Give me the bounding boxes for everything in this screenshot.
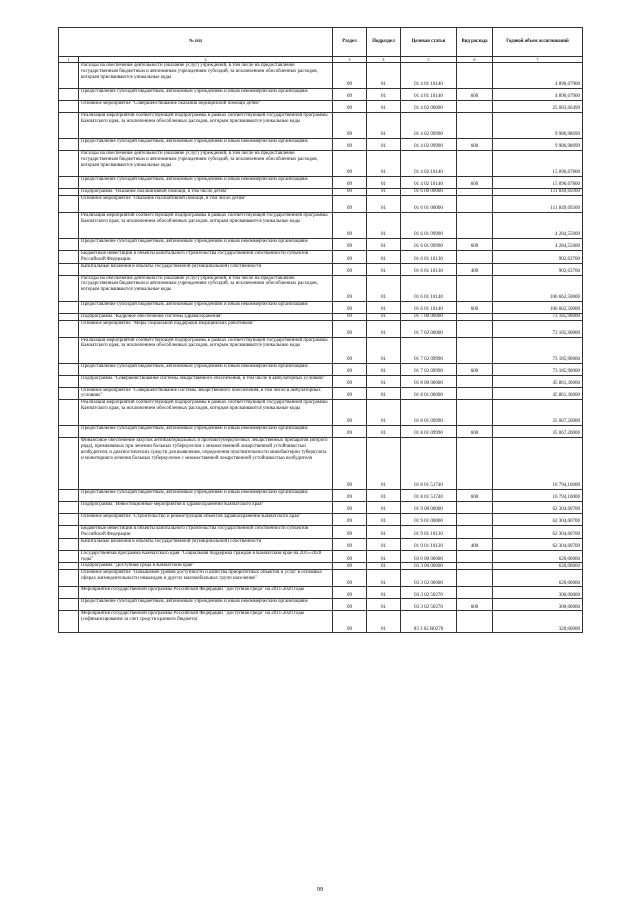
row-razdel-cell: 09 [333,570,367,587]
row-name-cell: Подпрограмма "Кадровое обеспечение системы здравоохранения" [79,313,333,320]
row-name-cell: Предоставление субсидий бюджетным, автономным учреждениям и иным некоммерческим организациям [79,139,333,151]
row-sum-cell: 73 185,90000 [493,320,583,337]
row-podrazdel-cell: 01 [367,563,401,570]
row-expense-type-cell [457,113,493,139]
row-target-article-cell: 01 8 01 51740 [401,438,457,490]
row-number-cell [59,587,79,599]
table-row [59,151,583,177]
table-row [59,599,583,611]
row-name-cell: Реализация мероприятий соответствующей подпрограммы в рамках соответствующей государственной программы Камчатского края, за исключением обособленных расходов, которым присваиваются уникальные коды [79,400,333,426]
row-expense-type-cell: 600 [457,239,493,251]
row-sum-cell: 4 284,55000 [493,239,583,251]
row-podrazdel-cell: 01 [367,570,401,587]
row-sum-cell: 73 185,90000 [493,313,583,320]
row-expense-type-cell: 600 [457,426,493,438]
budget-table [58,27,583,633]
row-number-cell [59,337,79,363]
row-razdel-cell: 09 [333,320,367,337]
row-number-cell [59,599,79,611]
row-expense-type-cell: 600 [457,139,493,151]
row-target-article-cell: 03 3 02 50270 [401,599,457,611]
row-sum-cell: 111 849,69300 [493,196,583,213]
row-razdel-cell: 09 [333,313,367,320]
row-podrazdel-cell: 01 [367,196,401,213]
row-podrazdel-cell: 01 [367,213,401,239]
row-number-cell [59,502,79,514]
row-razdel-cell: 09 [333,363,367,375]
row-sum-cell: 902,63700 [493,263,583,275]
row-name-cell: Финансовое обеспечение закупок антибактериальных и противотуберкулезных лекарственных препаратов (второго ряда), применяемых при лечении больных туберкулезом с множественной лекарственной устойчивостью возбудителя, и диагностических средств для выявления, определения чувствительности микобактерии туберкулеза и мониторинга лечения больных туберкулезом с множественной лекарственной устойчивостью возбудителя [79,438,333,490]
row-expense-type-cell [457,563,493,570]
row-podrazdel-cell: 01 [367,400,401,426]
row-number-cell [59,301,79,313]
row-razdel-cell: 09 [333,490,367,502]
table-row [59,426,583,438]
colnum: 2 [79,57,333,63]
row-number-cell [59,275,79,301]
row-sum-cell: 4 284,55000 [493,213,583,239]
row-sum-cell: 10 794,10000 [493,490,583,502]
table-row [59,514,583,526]
row-razdel-cell: 09 [333,599,367,611]
row-number-cell [59,320,79,337]
row-razdel-cell: 09 [333,438,367,490]
document-page [58,27,582,633]
row-expense-type-cell: 600 [457,89,493,101]
row-expense-type-cell [457,63,493,89]
row-target-article-cell: 01 7 00 00000 [401,313,457,320]
row-target-article-cell: 01 4 02 00000 [401,101,457,113]
row-podrazdel-cell: 01 [367,275,401,301]
row-target-article-cell: 01 6 01 09990 [401,239,457,251]
row-razdel-cell: 09 [333,63,367,89]
row-target-article-cell: 01 6 01 09990 [401,213,457,239]
row-target-article-cell: 01 6 01 10140 [401,275,457,301]
row-name-cell: Капитальные вложения в объекты государственной (муниципальной) собственности [79,538,333,550]
row-target-article-cell: 03 0 00 00000 [401,550,457,563]
row-expense-type-cell [457,502,493,514]
row-name-cell: Реализация мероприятий соответствующей подпрограммы в рамках соответствующей государственной программы Камчатского края, за исключением обособленных расходов, которым присваиваются уникальные коды [79,113,333,139]
row-expense-type-cell [457,101,493,113]
row-sum-cell: 62 304,60700 [493,514,583,526]
table-row [59,239,583,251]
row-expense-type-cell [457,313,493,320]
row-number-cell [59,313,79,320]
header-razdel: Раздел [333,28,367,57]
header-podrazdel: Подраздел [367,28,401,57]
row-sum-cell: 45 861,30000 [493,387,583,400]
row-name-cell: Подпрограмма "Оказание паллиативной помощи, в том числе детям" [79,189,333,196]
row-number-cell [59,550,79,563]
row-target-article-cell: 01 6 01 10130 [401,251,457,264]
table-row [59,196,583,213]
row-name-cell: Бюджетные инвестиции в объекты капитального строительства государственной собственности субъектов Российской Федерации [79,251,333,264]
row-razdel-cell: 09 [333,550,367,563]
table-row [59,538,583,550]
row-name-cell: Расходы на обеспечение деятельности (оказание услуг) учреждений, в том числе на предоставление государственным бюджетным и автономным учреждениям субсидий, за исключением обособленных расходов, которым присваиваются уникальные коды [79,151,333,177]
row-target-article-cell: 01 8 01 09990 [401,426,457,438]
row-razdel-cell: 09 [333,251,367,264]
row-razdel-cell: 09 [333,101,367,113]
row-razdel-cell: 09 [333,563,367,570]
row-expense-type-cell [457,189,493,196]
row-sum-cell: 9 986,98699 [493,139,583,151]
row-target-article-cell: 01 7 02 09990 [401,363,457,375]
table-row [59,587,583,599]
row-podrazdel-cell: 01 [367,514,401,526]
row-razdel-cell: 09 [333,375,367,387]
row-razdel-cell: 09 [333,213,367,239]
header-no: № п/п [59,28,333,57]
row-name-cell: Основное мероприятие "Строительство и реконструкция объектов здравоохранения Камчатского края" [79,514,333,526]
row-target-article-cell: 01 7 02 09990 [401,337,457,363]
row-sum-cell: 300,00000 [493,587,583,599]
row-sum-cell: 320,00000 [493,611,583,633]
table-row [59,363,583,375]
row-number-cell [59,363,79,375]
row-name-cell: Предоставление субсидий бюджетным, автономным учреждениям и иным некоммерческим организациям [79,426,333,438]
table-row [59,502,583,514]
row-expense-type-cell [457,514,493,526]
row-expense-type-cell [457,526,493,539]
table-row [59,400,583,426]
header-target-article: Целевая статья [401,28,457,57]
row-razdel-cell: 09 [333,89,367,101]
row-sum-cell: 62 304,60700 [493,502,583,514]
row-podrazdel-cell: 01 [367,313,401,320]
row-razdel-cell: 09 [333,337,367,363]
row-target-article-cell: 01 9 01 10130 [401,538,457,550]
row-sum-cell: 35 067,20000 [493,400,583,426]
row-number-cell [59,101,79,113]
row-name-cell: Реализация мероприятий соответствующей подпрограммы в рамках соответствующей государственной программы Камчатского края, за исключением обособленных расходов, которым присваиваются уникальные коды [79,213,333,239]
row-expense-type-cell [457,337,493,363]
row-number-cell [59,196,79,213]
row-expense-type-cell [457,213,493,239]
row-expense-type-cell [457,550,493,563]
row-name-cell: Предоставление субсидий бюджетным, автономным учреждениям и иным некоммерческим организациям [79,599,333,611]
row-razdel-cell: 09 [333,196,367,213]
row-name-cell: Предоставление субсидий бюджетным, автономным учреждениям и иным некоммерческим организациям [79,490,333,502]
row-razdel-cell: 09 [333,426,367,438]
colnum: 4 [367,57,401,63]
row-number-cell [59,239,79,251]
row-target-article-cell: 01 4 02 09990 [401,113,457,139]
row-razdel-cell: 09 [333,301,367,313]
table-row [59,490,583,502]
row-sum-cell: 45 861,30000 [493,375,583,387]
row-podrazdel-cell: 01 [367,177,401,189]
row-expense-type-cell [457,438,493,490]
row-razdel-cell: 09 [333,526,367,539]
row-sum-cell: 300,00000 [493,599,583,611]
row-expense-type-cell [457,570,493,587]
row-podrazdel-cell: 01 [367,320,401,337]
row-expense-type-cell [457,387,493,400]
row-sum-cell: 62 304,60700 [493,538,583,550]
row-number-cell [59,490,79,502]
table-body [59,63,583,633]
row-podrazdel-cell: 01 [367,526,401,539]
row-podrazdel-cell: 01 [367,113,401,139]
row-expense-type-cell: 400 [457,538,493,550]
row-number-cell [59,538,79,550]
row-podrazdel-cell: 01 [367,587,401,599]
row-expense-type-cell: 600 [457,490,493,502]
row-number-cell [59,113,79,139]
row-target-article-cell: 03 3 02 50270 [401,587,457,599]
row-name-cell: Предоставление субсидий бюджетным, автономным учреждениям и иным некоммерческим организациям [79,363,333,375]
row-razdel-cell: 09 [333,189,367,196]
row-target-article-cell: 01 6 01 10130 [401,263,457,275]
row-sum-cell: 10 794,10000 [493,438,583,490]
row-sum-cell: 106 662,50000 [493,275,583,301]
row-podrazdel-cell: 01 [367,538,401,550]
table-row [59,263,583,275]
row-target-article-cell: 01 4 01 10140 [401,89,457,101]
row-podrazdel-cell: 01 [367,599,401,611]
row-name-cell: Реализация мероприятий соответствующей подпрограммы в рамках соответствующей государственной программы Камчатского края, за исключением обособленных расходов, которым присваиваются уникальные коды [79,337,333,363]
row-razdel-cell: 09 [333,502,367,514]
row-podrazdel-cell: 01 [367,426,401,438]
row-expense-type-cell [457,400,493,426]
table-row [59,251,583,264]
table-row [59,101,583,113]
row-podrazdel-cell: 01 [367,337,401,363]
row-number-cell [59,387,79,400]
colnum: 7 [493,57,583,63]
row-name-cell: Капитальные вложения в объекты государственной (муниципальной) собственности [79,263,333,275]
row-target-article-cell: 03 3 02 00000 [401,570,457,587]
row-sum-cell: 620,00000 [493,563,583,570]
row-expense-type-cell: 600 [457,599,493,611]
row-podrazdel-cell: 01 [367,438,401,490]
row-name-cell: Предоставление субсидий бюджетным, автономным учреждениям и иным некоммерческим организациям [79,301,333,313]
row-podrazdel-cell: 01 [367,301,401,313]
row-podrazdel-cell: 01 [367,387,401,400]
row-name-cell: Бюджетные инвестиции в объекты капитального строительства государственной собственности субъектов Российской Федерации [79,526,333,539]
row-name-cell: Основное мероприятие "Совершенствование оказания медицинской помощи детям" [79,101,333,113]
table-row [59,570,583,587]
row-razdel-cell: 09 [333,611,367,633]
row-expense-type-cell [457,587,493,599]
colnum: 6 [457,57,493,63]
row-expense-type-cell [457,196,493,213]
row-sum-cell: 25 083,66499 [493,101,583,113]
row-number-cell [59,151,79,177]
row-number-cell [59,570,79,587]
row-number-cell [59,139,79,151]
row-target-article-cell: 01 6 01 10140 [401,301,457,313]
row-number-cell [59,375,79,387]
table-row [59,550,583,563]
row-target-article-cell: 01 4 02 10140 [401,177,457,189]
row-razdel-cell: 09 [333,151,367,177]
row-expense-type-cell: 600 [457,363,493,375]
row-podrazdel-cell: 01 [367,189,401,196]
row-expense-type-cell [457,275,493,301]
row-name-cell: Основное мероприятие "Меры социальной поддержки медицинских работников" [79,320,333,337]
row-expense-type-cell [457,375,493,387]
row-sum-cell: 15 096,67800 [493,177,583,189]
row-target-article-cell: 03 3 02 R0270 [401,611,457,633]
row-number-cell [59,400,79,426]
row-target-article-cell: 01 8 01 51740 [401,490,457,502]
table-row [59,139,583,151]
row-sum-cell: 4 890,67900 [493,63,583,89]
table-row [59,313,583,320]
row-razdel-cell: 09 [333,275,367,301]
row-name-cell: Подпрограмма "Инвестиционные мероприятия в здравоохранении Камчатского края" [79,502,333,514]
row-number-cell [59,514,79,526]
row-number-cell [59,213,79,239]
row-podrazdel-cell: 01 [367,502,401,514]
row-target-article-cell: 01 9 01 10130 [401,526,457,539]
row-podrazdel-cell: 01 [367,611,401,633]
row-number-cell [59,89,79,101]
row-sum-cell: 15 096,67800 [493,151,583,177]
row-expense-type-cell [457,251,493,264]
table-row [59,275,583,301]
table-row [59,387,583,400]
row-sum-cell: 73 185,90000 [493,363,583,375]
header-expense-type: Вид расхода [457,28,493,57]
row-razdel-cell: 09 [333,387,367,400]
page-number: 99 [316,886,324,893]
header-annual-sum: Годовой объем ассигнований [493,28,583,57]
row-sum-cell: 73 185,90000 [493,337,583,363]
row-number-cell [59,263,79,275]
row-name-cell: Подпрограмма "Совершенствование системы лекарственного обеспечения, в том числе в амбулаторных условиях" [79,375,333,387]
row-name-cell: Предоставление субсидий бюджетным, автономным учреждениям и иным некоммерческим организациям [79,239,333,251]
table-row [59,213,583,239]
row-number-cell [59,63,79,89]
row-expense-type-cell: 600 [457,177,493,189]
row-target-article-cell: 01 4 02 09990 [401,139,457,151]
row-number-cell [59,563,79,570]
row-target-article-cell: 01 4 02 10140 [401,151,457,177]
row-name-cell: Расходы на обеспечение деятельности (оказание услуг) учреждений, в том числе на предоставление государственным бюджетным и автономным учреждениям субсидий, за исключением обособленных расходов, которым присваиваются уникальные коды [79,275,333,301]
colnum: 3 [333,57,367,63]
row-podrazdel-cell: 01 [367,151,401,177]
row-podrazdel-cell: 01 [367,375,401,387]
row-podrazdel-cell: 01 [367,239,401,251]
row-sum-cell: 620,00000 [493,550,583,563]
row-razdel-cell: 09 [333,400,367,426]
row-target-article-cell: 01 7 02 00000 [401,320,457,337]
row-podrazdel-cell: 01 [367,89,401,101]
row-name-cell: Государственная программа Камчатского края "Социальная поддержка граждан в Камчатском крае на 2015-2020 годы" [79,550,333,563]
colnum: 5 [401,57,457,63]
row-podrazdel-cell: 01 [367,139,401,151]
table-row [59,63,583,89]
row-name-cell: Предоставление субсидий бюджетным, автономным учреждениям и иным некоммерческим организациям [79,89,333,101]
row-sum-cell: 106 662,50000 [493,301,583,313]
row-number-cell [59,438,79,490]
row-razdel-cell: 09 [333,514,367,526]
row-razdel-cell: 09 [333,263,367,275]
row-podrazdel-cell: 01 [367,251,401,264]
row-razdel-cell: 09 [333,113,367,139]
row-target-article-cell: 01 4 01 10140 [401,63,457,89]
row-podrazdel-cell: 01 [367,490,401,502]
row-target-article-cell: 01 8 00 00000 [401,375,457,387]
row-number-cell [59,611,79,633]
row-name-cell: Основное мероприятие "Оказание паллиативной помощи, в том числе детям" [79,196,333,213]
table-row [59,563,583,570]
row-target-article-cell: 01 8 01 09990 [401,400,457,426]
row-sum-cell: 9 986,98699 [493,113,583,139]
table-row [59,89,583,101]
row-razdel-cell: 09 [333,239,367,251]
row-razdel-cell: 09 [333,139,367,151]
row-sum-cell: 62 304,60700 [493,526,583,539]
row-name-cell: Мероприятия государственной программы Российской Федерации "Доступная среда" на 2011-2020 годы [79,587,333,599]
row-expense-type-cell [457,320,493,337]
table-row [59,337,583,363]
row-sum-cell: 620,00000 [493,570,583,587]
row-razdel-cell: 09 [333,177,367,189]
row-expense-type-cell: 600 [457,301,493,313]
table-row [59,375,583,387]
table-row [59,611,583,633]
row-target-article-cell: 01 8 01 00000 [401,387,457,400]
row-podrazdel-cell: 01 [367,101,401,113]
row-target-article-cell: 03 3 00 00000 [401,563,457,570]
row-number-cell [59,189,79,196]
row-target-article-cell: 01 9 00 00000 [401,502,457,514]
row-target-article-cell: 01 9 01 00000 [401,514,457,526]
row-sum-cell: 35 067,20000 [493,426,583,438]
row-name-cell: Предоставление субсидий бюджетным, автономным учреждениям и иным некоммерческим организациям [79,177,333,189]
row-name-cell: Расходы на обеспечение деятельности (оказание услуг) учреждений, в том числе на предоставление государственным бюджетным и автономным учреждениям субсидий, за исключением обособленных расходов, которым присваиваются уникальные коды [79,63,333,89]
table-row [59,526,583,539]
row-podrazdel-cell: 01 [367,263,401,275]
table-row [59,438,583,490]
row-name-cell: Подпрограмма "Доступная среда в Камчатском крае" [79,563,333,570]
row-sum-cell: 902,63700 [493,251,583,264]
row-number-cell [59,251,79,264]
table-row [59,301,583,313]
table-row [59,189,583,196]
row-razdel-cell: 09 [333,538,367,550]
row-sum-cell: 4 890,67900 [493,89,583,101]
row-target-article-cell: 01 6 01 00000 [401,196,457,213]
row-podrazdel-cell: 01 [367,63,401,89]
row-razdel-cell: 09 [333,587,367,599]
row-sum-cell: 111 849,69300 [493,189,583,196]
row-expense-type-cell [457,151,493,177]
row-name-cell: Мероприятия государственной программы Российской Федерации "Доступная среда" на 2011-2020 годы (софинансирование за счет средств краевого бюджета) [79,611,333,633]
colnum: 1 [59,57,79,63]
row-podrazdel-cell: 01 [367,550,401,563]
table-header-row [59,28,583,57]
table-row [59,113,583,139]
row-number-cell [59,526,79,539]
row-number-cell [59,177,79,189]
row-target-article-cell: 01 6 00 00000 [401,189,457,196]
row-expense-type-cell [457,611,493,633]
row-podrazdel-cell: 01 [367,363,401,375]
table-row [59,177,583,189]
row-name-cell: Основное мероприятие "Повышение уровня доступности и качества приоритетных объектов и услуг в основных сферах жизнедеятельности инвалидов и других маломобильных групп населения" [79,570,333,587]
table-row [59,320,583,337]
row-expense-type-cell: 400 [457,263,493,275]
row-number-cell [59,426,79,438]
row-name-cell: Основное мероприятие "Совершенствование системы лекарственного обеспечения, в том числе в амбулаторных условиях" [79,387,333,400]
